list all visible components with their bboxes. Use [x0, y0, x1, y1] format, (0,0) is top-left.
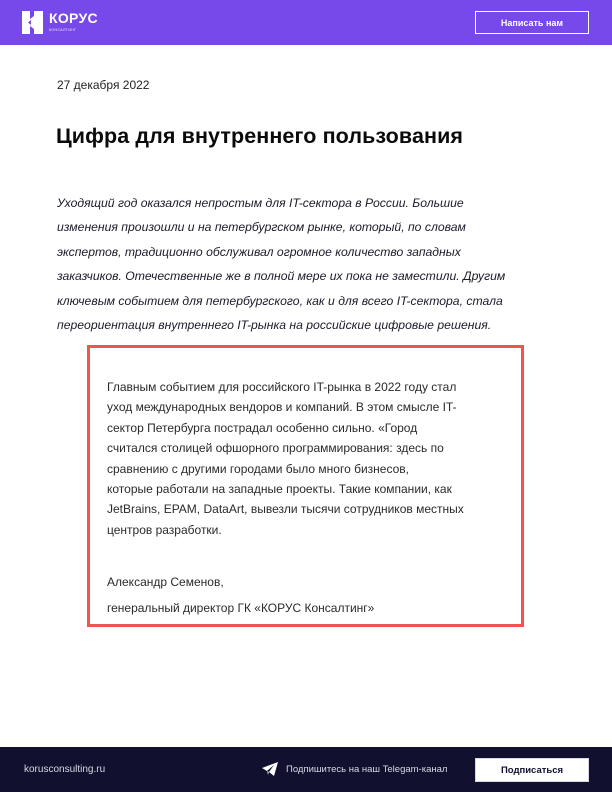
quote-line: Главным событием для российского IT-рынка в 2022 году стал — [107, 380, 457, 394]
quote-line: которые работали на западные проекты. Такие компании, как — [107, 482, 452, 497]
write-to-us-button[interactable]: Написать нам — [475, 11, 589, 34]
lead-line: ключевым событием для петербургского, как и для всего IT-сектора, стала — [57, 293, 503, 308]
korus-logo[interactable] — [22, 11, 98, 34]
quote-line: сектор Петербурга пострадал особенно сильно. «Город — [107, 420, 418, 435]
brand-subtitle: КОНСАЛТИНГ — [49, 28, 77, 32]
quote-line: уход международных вендоров и компаний. В этом смысле IT- — [107, 400, 457, 415]
telegram-prompt: Подпишитесь на наш Telegam-канал — [286, 764, 448, 775]
site-link[interactable]: korusconsulting.ru — [24, 764, 106, 775]
korus-logo-icon — [22, 11, 43, 34]
author-role: генеральный директор ГК «КОРУС Консалтинг» — [107, 601, 375, 615]
subscribe-button[interactable]: Подписаться — [475, 758, 589, 782]
quote-line: центров разработки. — [107, 522, 222, 537]
top-header — [0, 0, 612, 45]
lead-line: изменения произошли и на петербургском рынке, который, по словам — [57, 220, 466, 235]
lead-line: переориентация внутреннего IT-рынка на российские цифровые решения. — [57, 318, 492, 333]
quote-line: JetBrains, EPAM, DataArt, вывезли тысячи сотрудников местных — [107, 502, 464, 517]
quote-text — [107, 377, 517, 540]
article-title: Цифра для внутреннего пользования — [56, 124, 464, 148]
quote-author — [107, 569, 374, 621]
article-lead — [57, 191, 562, 337]
brand-name: КОРУС — [49, 10, 98, 26]
quote-line: сравнению с другими городами было много бизнесов, — [107, 461, 409, 476]
footer — [0, 747, 612, 792]
author-name: Александр Семенов, — [107, 575, 224, 589]
lead-line: заказчиков. Отечественные же в полной мере их пока не заместили. Другим — [57, 269, 506, 284]
article-date: 27 декабря 2022 — [57, 78, 150, 92]
quote-line: считался столицей офшорного программирования: здесь по — [107, 441, 444, 456]
lead-line: экспертов, традиционно обслуживал огромное количество западных — [57, 244, 461, 259]
lead-line: Уходящий год оказался непростым для IT-сектора в России. Большие — [57, 196, 464, 210]
quote-box — [87, 345, 524, 627]
telegram-icon[interactable] — [262, 762, 278, 781]
